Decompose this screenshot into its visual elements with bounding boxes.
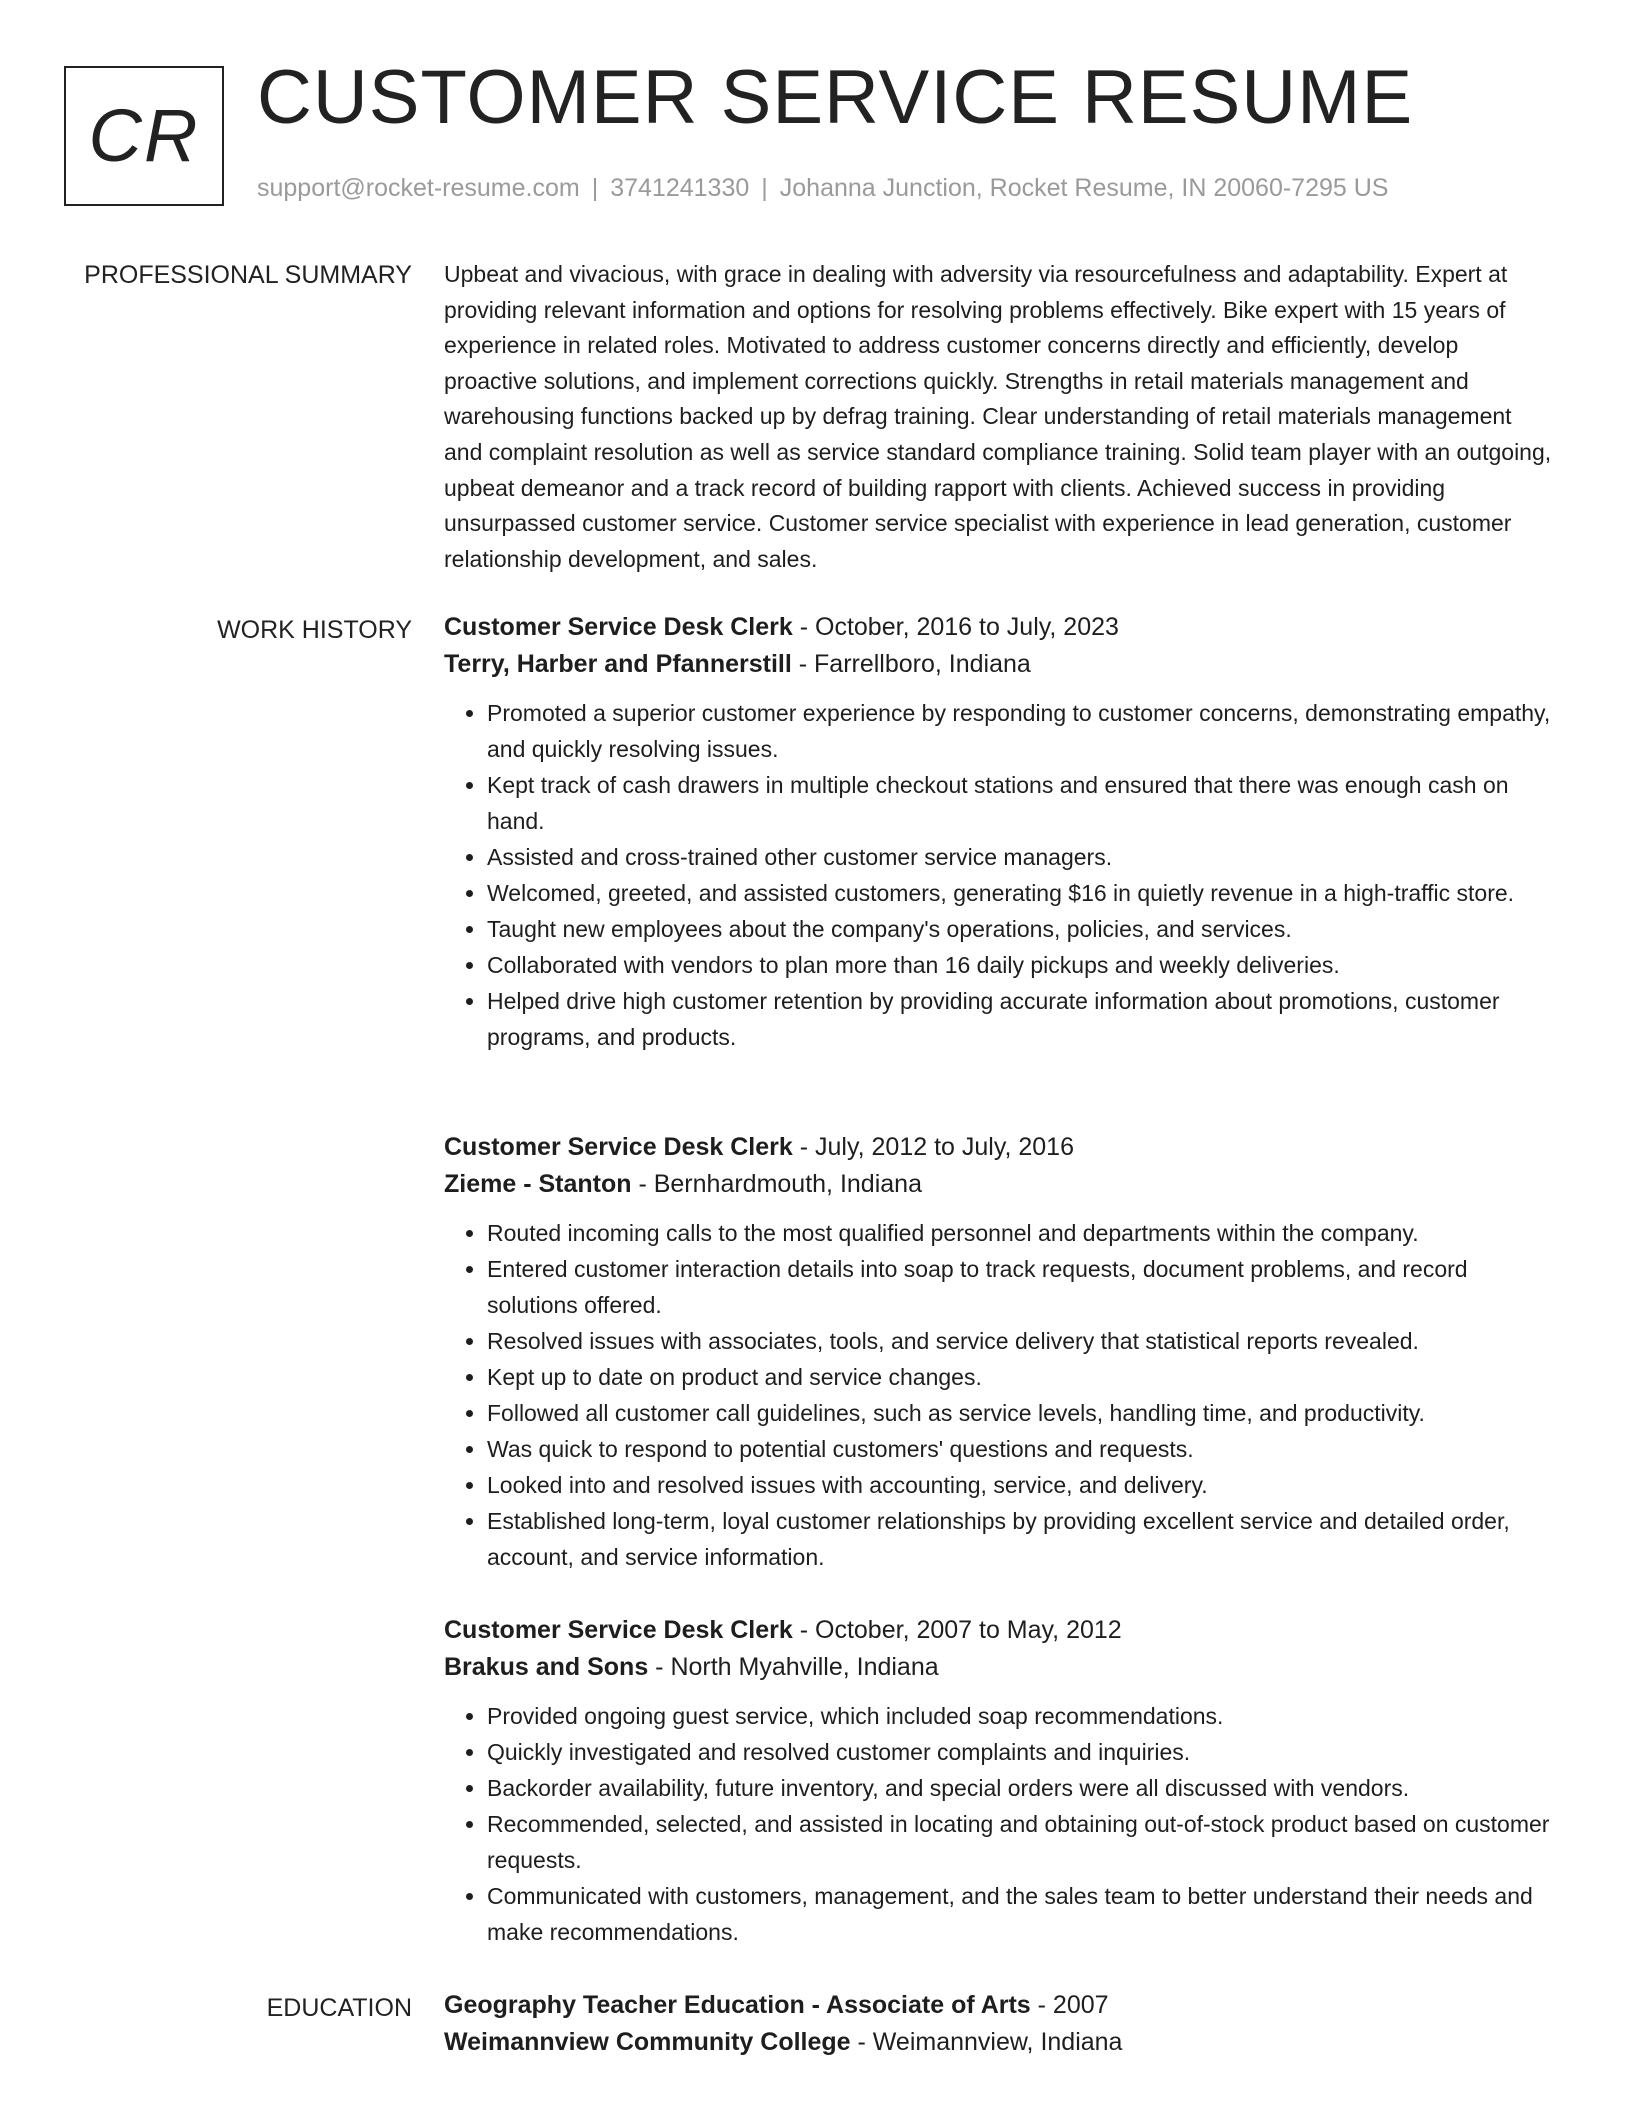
education-degree-line: [444, 1990, 1556, 2021]
job-company: Zieme - Stanton: [444, 1170, 632, 1199]
section-label-work-history: WORK HISTORY: [217, 616, 412, 644]
job-company: Terry, Harber and Pfannerstill: [444, 650, 792, 679]
job-bullet: • Quickly investigated and resolved customer complaints and inquiries.: [487, 1734, 1556, 1770]
summary-section: [444, 257, 1556, 577]
job-bullet: • Was quick to respond to potential customers' questions and requests.: [487, 1431, 1556, 1467]
job-entry: [444, 1615, 1556, 1950]
job-bullet: • Kept track of cash drawers in multiple checkout stations and ensured that there was enough cash on hand.: [487, 767, 1556, 839]
job-entry: [444, 1132, 1556, 1575]
job-bullet-list: [444, 1698, 1556, 1950]
job-company-line: [444, 1652, 1556, 1683]
job-location: - Farrellboro, Indiana: [791, 650, 1031, 679]
job-bullet: • Routed incoming calls to the most qualified personnel and departments within the company.: [487, 1215, 1556, 1251]
job-title-line: [444, 1132, 1556, 1163]
education-degree: Geography Teacher Education - Associate of Arts: [444, 1991, 1031, 2019]
job-bullet-list: [444, 1215, 1556, 1575]
job-company: Brakus and Sons: [444, 1653, 649, 1682]
job-company-line: [444, 649, 1556, 680]
job-bullet: • Promoted a superior customer experience by responding to customer concerns, demonstrating empathy, and quickly resolving issues.: [487, 695, 1556, 767]
job-bullet: • Looked into and resolved issues with accounting, service, and delivery.: [487, 1467, 1556, 1503]
education-year: - 2007: [1030, 1991, 1109, 2019]
job-location: - North Myahville, Indiana: [648, 1653, 939, 1682]
job-bullet: • Recommended, selected, and assisted in locating and obtaining out-of-stock product based on customer requests.: [487, 1806, 1556, 1878]
job-bullet: • Communicated with customers, management, and the sales team to better understand their needs and make recommendations.: [487, 1878, 1556, 1950]
job-bullet: • Followed all customer call guidelines, such as service levels, handling time, and productivity.: [487, 1395, 1556, 1431]
contact-separator: |: [761, 174, 768, 202]
section-label-education: EDUCATION: [266, 1994, 412, 2022]
job-dates: - October, 2007 to May, 2012: [792, 1616, 1122, 1644]
contact-phone: 3741241330: [610, 174, 750, 202]
resume-title: CUSTOMER SERVICE RESUME: [257, 55, 1414, 140]
job-entry: [444, 612, 1556, 1055]
job-bullet: • Kept up to date on product and service changes.: [487, 1359, 1556, 1395]
education-entry: [444, 1990, 1556, 2059]
job-title-line: [444, 1615, 1556, 1646]
education-school: Weimannview Community College: [444, 2028, 851, 2057]
monogram-badge: [64, 66, 224, 206]
contact-line: [257, 174, 1388, 203]
job-bullet: • Backorder availability, future inventory, and special orders were all discussed with vendors.: [487, 1770, 1556, 1806]
job-bullet: • Entered customer interaction details into soap to track requests, document problems, and record solutions offered.: [487, 1251, 1556, 1323]
contact-address: Johanna Junction, Rocket Resume, IN 20060-7295 US: [779, 174, 1389, 202]
job-bullet: • Helped drive high customer retention by providing accurate information about promotions, customer programs, and products.: [487, 983, 1556, 1055]
job-company-line: [444, 1169, 1556, 1200]
job-title: Customer Service Desk Clerk: [444, 613, 793, 641]
job-bullet: • Collaborated with vendors to plan more than 16 daily pickups and weekly deliveries.: [487, 947, 1556, 983]
job-bullet: • Welcomed, greeted, and assisted customers, generating $16 in quietly revenue in a high-traffic store.: [487, 875, 1556, 911]
summary-text: Upbeat and vivacious, with grace in dealing with adversity via resourcefulness and adaptability. Expert at providing relevant information and options for resolving problems effectively. Bike expert with 15 years of experience in related roles. Motivated to address customer concerns directly and efficiently, develop proactive solutions, and implement corrections quickly. Strengths in retail materials management and warehousing functions backed up by defrag training. Clear understanding of retail materials management and complaint resolution as well as service standard compliance training. Solid team player with an outgoing, upbeat demeanor and a track record of building rapport with clients. Achieved success in providing unsurpassed customer service. Customer service specialist with experience in lead generation, customer relationship development, and sales.: [444, 261, 1552, 572]
monogram-initials: CR: [88, 94, 200, 177]
job-bullet-list: [444, 695, 1556, 1055]
job-location: - Bernhardmouth, Indiana: [631, 1170, 922, 1199]
education-school-line: [444, 2027, 1556, 2058]
education-location: - Weimannview, Indiana: [850, 2028, 1123, 2057]
contact-separator: |: [591, 174, 599, 202]
job-bullet: • Resolved issues with associates, tools, and service delivery that statistical reports revealed.: [487, 1323, 1556, 1359]
contact-email: support@rocket-resume.com: [257, 174, 580, 202]
job-dates: - October, 2016 to July, 2023: [792, 613, 1119, 641]
job-title-line: [444, 612, 1556, 643]
job-bullet: • Provided ongoing guest service, which included soap recommendations.: [487, 1698, 1556, 1734]
job-bullet: • Established long-term, loyal customer relationships by providing excellent service and detailed order, account, and service information.: [487, 1503, 1556, 1575]
job-bullet: • Taught new employees about the company's operations, policies, and services.: [487, 911, 1556, 947]
job-bullet: • Assisted and cross-trained other customer service managers.: [487, 839, 1556, 875]
job-title: Customer Service Desk Clerk: [444, 1133, 793, 1161]
section-label-summary: PROFESSIONAL SUMMARY: [84, 261, 412, 289]
job-title: Customer Service Desk Clerk: [444, 1616, 793, 1644]
job-dates: - July, 2012 to July, 2016: [792, 1133, 1074, 1161]
